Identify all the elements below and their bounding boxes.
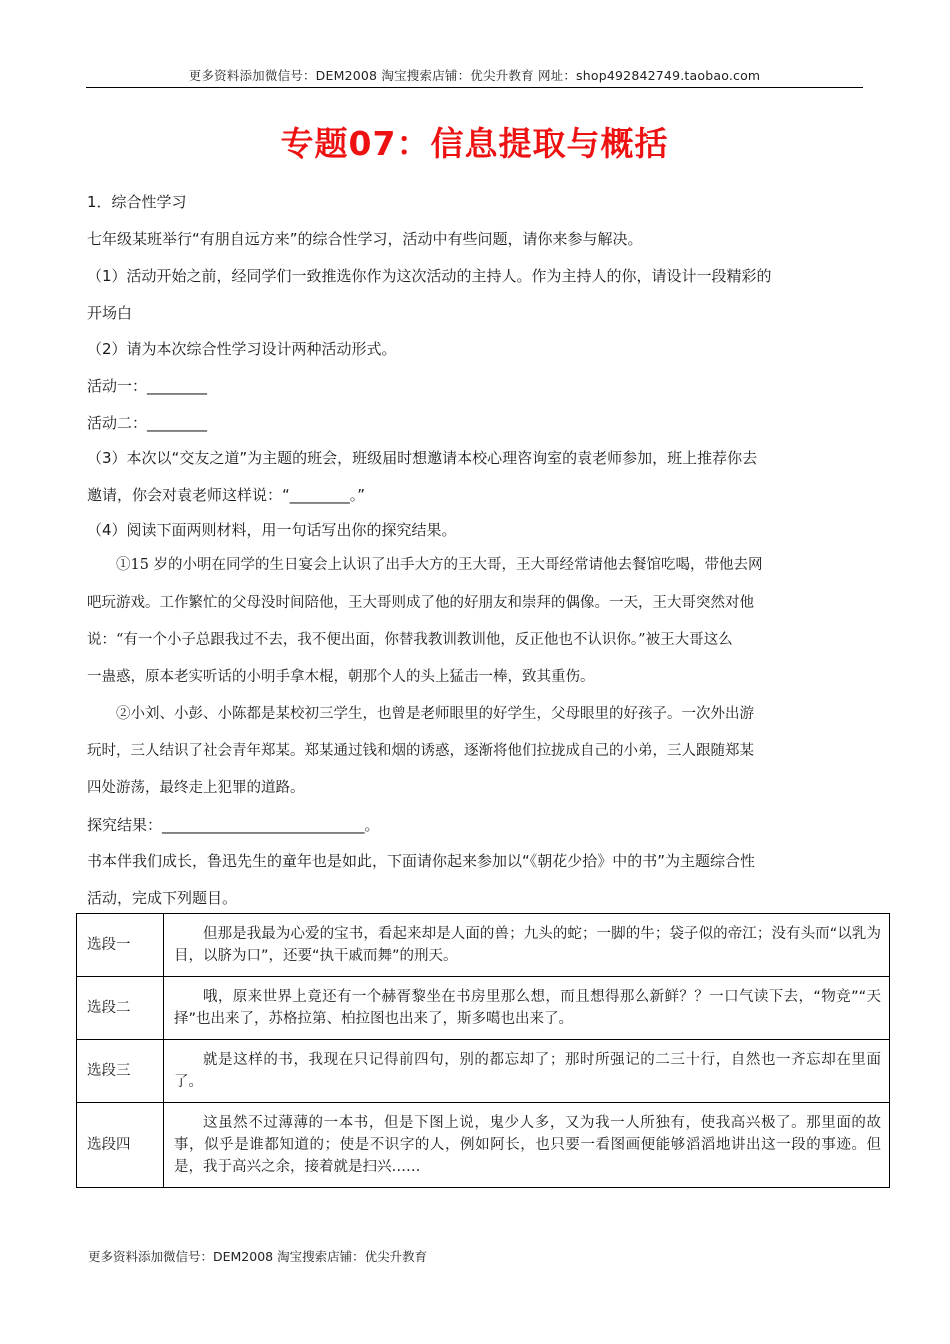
passage-label: 选段二 — [77, 977, 164, 1040]
material-two-line: ②小刘、小彭、小陈都是某校初三学生，也曾是老师眼里的好学生，父母眼里的好孩子。一次外出游 — [116, 706, 754, 722]
q4-text: （4）阅读下面两则材料，用一句话写出你的探究结果。 — [87, 521, 457, 539]
material-one-line: 一蛊惑，原本老实听话的小明手拿木棍，朝那个人的头上猛击一棒，致其重伤。 — [87, 669, 595, 685]
passage-text: 但那是我最为心爱的宝书，看起来却是人面的兽；九头的蛇；一脚的牛；袋子似的帝江；没有头而“以乳为目，以脐为口”，还要“执干戚而舞”的刑天。 — [164, 914, 890, 977]
table-row — [77, 977, 890, 1040]
activity-two-blank: 活动二：________ — [87, 414, 208, 432]
page-title: 专题07：信息提取与概括 — [280, 124, 669, 163]
material-one-line: 吧玩游戏。工作繁忙的父母没时间陪他，王大哥则成了他的好朋友和崇拜的偶像。一天，王大哥突然对他 — [87, 595, 754, 611]
material-one-line: ①15 岁的小明在同学的生日宴会上认识了出手大方的王大哥，王大哥经常请他去餐馆吃喝，带他去网 — [116, 557, 763, 573]
table-row — [77, 914, 890, 977]
page-header: 更多资料添加微信号：DEM2008 淘宝搜索店铺：优尖升教育 网址：shop492842749.taobao.com — [188, 68, 761, 83]
passage-text: 这虽然不过薄薄的一本书，但是下图上说，鬼少人多，又为我一人所独有，使我高兴极了。那里面的故事，似乎是谁都知道的；使是不识字的人，例如阿长，也只要一看图画便能够滔滔地讲出这一段的事迹。但是，我于高兴之余，接着就是扫兴…… — [164, 1103, 890, 1188]
q3-text-line2: 邀请，你会对袁老师这样说：“________。” — [87, 486, 366, 504]
result-blank: 探究结果：___________________________。 — [87, 816, 380, 834]
q1-text-line1: （1）活动开始之前，经同学们一致推选你作为这次活动的主持人。作为主持人的你，请设计一段精彩的 — [87, 267, 772, 285]
activity-one-blank: 活动一：________ — [87, 377, 208, 395]
passage-label: 选段一 — [77, 914, 164, 977]
material-two-line: 四处游荡，最终走上犯罪的道路。 — [87, 780, 305, 796]
question-intro: 七年级某班举行“有朋自远方来”的综合性学习，活动中有些问题，请你来参与解决。 — [87, 230, 643, 248]
q3-text-line1: （3）本次以“交友之道”为主题的班会，班级届时想邀请本校心理咨询室的袁老师参加，班上推荐你去 — [87, 449, 758, 467]
page-footer: 更多资料添加微信号：DEM2008 淘宝搜索店铺：优尖升教育 — [88, 1249, 428, 1264]
question-heading: 1．综合性学习 — [87, 193, 187, 211]
passage-label: 选段四 — [77, 1103, 164, 1188]
books-intro-line2: 活动，完成下列题目。 — [87, 889, 238, 907]
table-row — [77, 1040, 890, 1103]
header-divider — [86, 87, 863, 88]
q1-text-line2: 开场白 — [87, 304, 133, 322]
passage-text: 就是这样的书，我现在只记得前四句，别的都忘却了；那时所强记的二三十行，自然也一齐忘却在里面了。 — [164, 1040, 890, 1103]
passage-text: 哦，原来世界上竟还有一个赫胥黎坐在书房里那么想，而且想得那么新鲜？？一口气读下去，“物竞”“天择”也出来了，苏格拉第、柏拉图也出来了，斯多噶也出来了。 — [164, 977, 890, 1040]
passages-table — [76, 913, 890, 1188]
material-two-line: 玩时，三人结识了社会青年郑某。郑某通过钱和烟的诱惑，逐渐将他们拉拢成自己的小弟，三人跟随郑某 — [87, 743, 754, 759]
q2-text: （2）请为本次综合性学习设计两种活动形式。 — [87, 340, 397, 358]
passage-label: 选段三 — [77, 1040, 164, 1103]
material-one-line: 说：“有一个小子总跟我过不去，我不便出面，你替我教训教训他，反正他也不认识你。”被王大哥这么 — [87, 632, 733, 648]
table-row — [77, 1103, 890, 1188]
books-intro-line1: 书本伴我们成长，鲁迅先生的童年也是如此，下面请你起来参加以“《朝花少拾》中的书”为主题综合性 — [87, 852, 756, 870]
